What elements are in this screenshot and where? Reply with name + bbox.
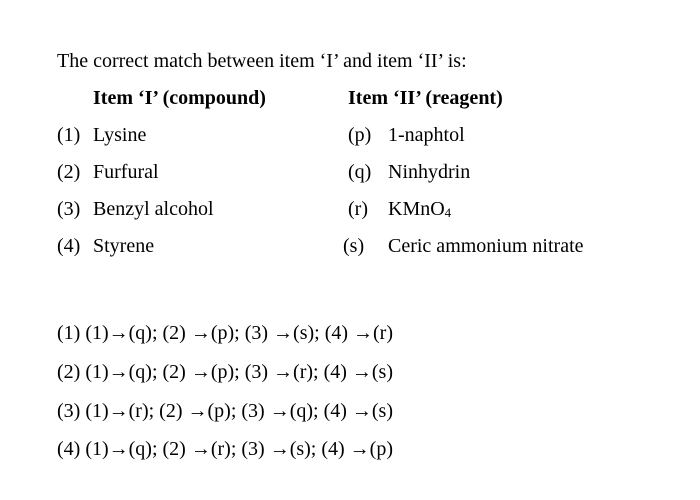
item-II-ninhydrin: Ninhydrin — [388, 161, 471, 183]
item-II-ceric-ammonium-nitrate: Ceric ammonium nitrate — [388, 235, 584, 257]
item-II-letter: (q) — [348, 161, 372, 183]
answer-option-2[interactable]: (2) (1)→(q); (2) →(p); (3) →(r); (4) →(s) — [57, 361, 393, 383]
item-II-letter: (r) — [348, 198, 368, 220]
column-header-item-II: Item ‘II’ (reagent) — [348, 87, 503, 109]
item-I-benzyl-alcohol: Benzyl alcohol — [93, 198, 214, 220]
item-I-number: (4) — [57, 235, 81, 257]
item-II-letter: (p) — [348, 124, 372, 146]
item-I-number: (2) — [57, 161, 81, 183]
item-II-naphtol: 1-naphtol — [388, 124, 465, 146]
item-I-furfural: Furfural — [93, 161, 159, 183]
item-I-styrene: Styrene — [93, 235, 155, 257]
formula-subscript: 4 — [444, 205, 452, 220]
formula-base: KMnO — [388, 198, 445, 220]
answer-option-3[interactable]: (3) (1)→(r); (2) →(p); (3) →(q); (4) →(s) — [57, 400, 393, 422]
column-header-item-I: Item ‘I’ (compound) — [93, 87, 266, 109]
item-I-number: (1) — [57, 124, 81, 146]
item-I-number: (3) — [57, 198, 81, 220]
item-I-lysine: Lysine — [93, 124, 147, 146]
item-II-letter: (s) — [343, 235, 365, 257]
question-stem: The correct match between item ‘I’ and item ‘II’ is: — [57, 50, 467, 72]
answer-option-4[interactable]: (4) (1)→(q); (2) →(r); (3) →(s); (4) →(p) — [57, 438, 393, 460]
answer-option-1[interactable]: (1) (1)→(q); (2) →(p); (3) →(s); (4) →(r) — [57, 322, 393, 344]
item-II-kmno4 — [388, 199, 451, 219]
